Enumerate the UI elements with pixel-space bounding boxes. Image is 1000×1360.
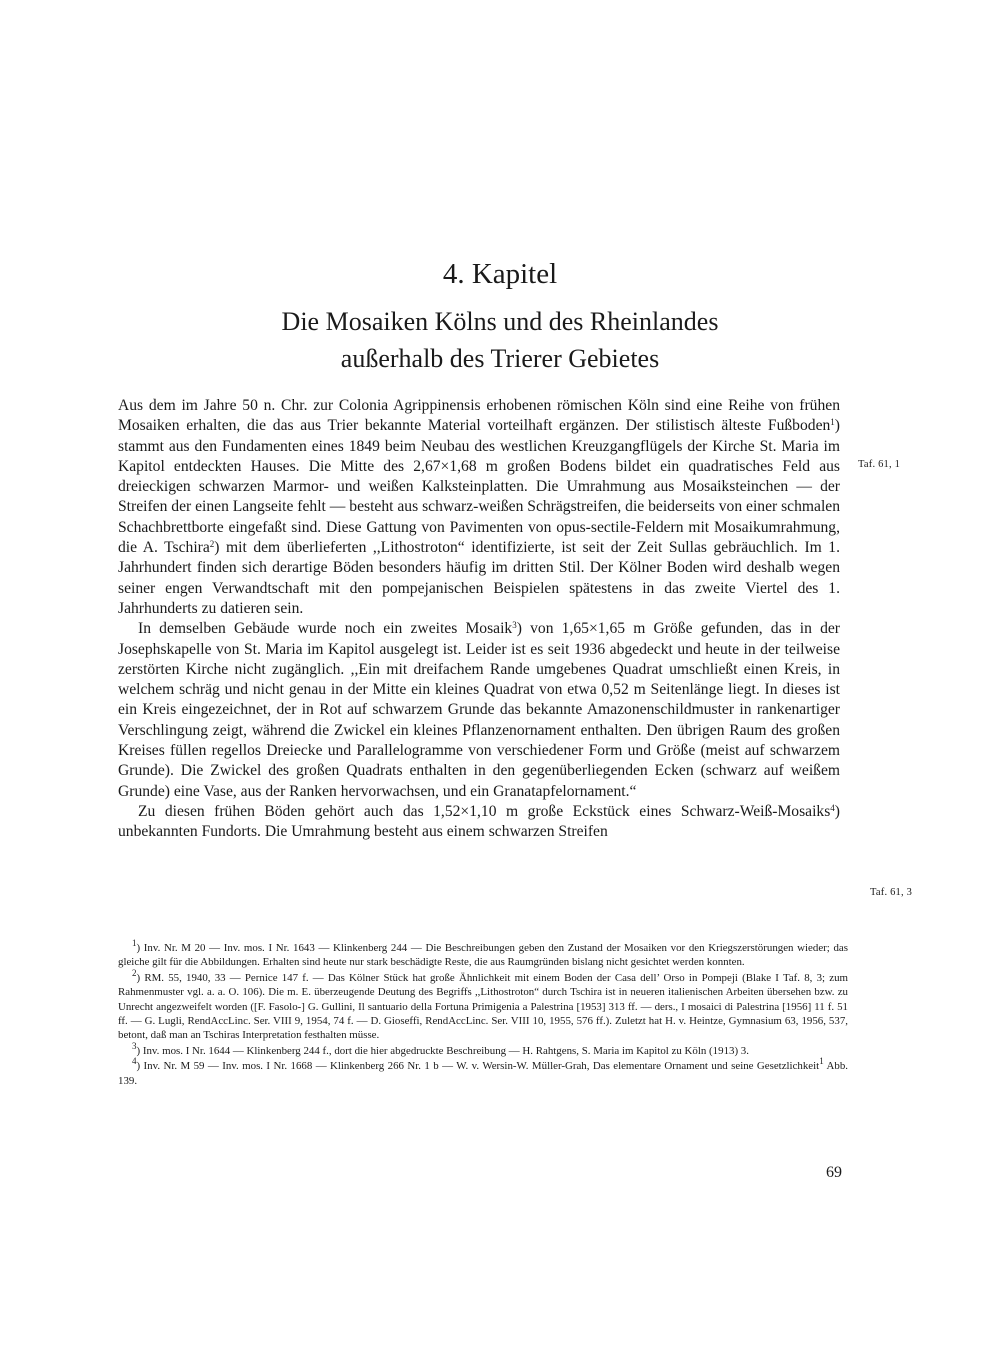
footnote-2 [118, 967, 848, 1043]
margin-plate-ref-1: Taf. 61, 1 [858, 459, 901, 470]
footnote-2-text: ) RM. 55, 1940, 33 — Pernice 147 f. — Das Kölner Stück hat große Ähnlichkeit mit einem Boden der Casa dell’ Orso in Pompeji (Blake I Taf. 8, 3; zum Rahmenmuster vgl. a. a. O. 106). Die m. E. überzeugende Deutung des Begriffs ,,Lithostroton“ durch Tschira ist in neueren italienischen Arbeiten übersehen bzw. zu Unrecht angezweifelt worden ([F. Fasolo-] G. Gullini, Il santuario della Fortuna Primigenia a Palestrina [1953] 313 ff. — ders., I mosaici di Palestrina [1956] 11 f. 51 ff. — G. Lugli, RendAccLinc. Ser. VIII 9, 1954, 74 f. — D. Gioseffi, RendAccLinc. Ser. VIII 10, 1955, 576 ff.). Zuletzt hat H. v. Heintze, Gymnasium 63, 1956, 537, betont, daß man an Tschiras Interpretation festhalten müsse. [118, 971, 848, 1042]
paragraph-3-text-b: ) unbekannten Fundorts. Die Umrahmung besteht aus einem schwarzen Streifen [118, 802, 840, 841]
chapter-number: 4. Kapitel [442, 258, 558, 290]
footnote-1 [118, 938, 848, 970]
footnote-3-text: ) Inv. mos. I Nr. 1644 — Klinkenberg 244 f., dort die hier abgedruckte Beschreibung — H. Rahtgens, S. Maria im Kapitol zu Köln (1913) 3. [136, 1044, 749, 1057]
page-number: 69 [826, 1164, 842, 1181]
paragraph-1 [118, 396, 840, 619]
footnote-4-mark: 4 [132, 1056, 137, 1067]
footnote-4-superscript: 1 [819, 1056, 824, 1067]
paragraph-2 [118, 619, 840, 802]
footnote-ref-4: 4 [830, 803, 835, 813]
chapter-title-line-1: Die Mosaiken Kölns und des Rheinlandes [281, 307, 719, 336]
paragraph-3 [118, 802, 840, 843]
footnote-4-text-a: ) Inv. Nr. M 59 — Inv. mos. I Nr. 1668 — Klinkenberg 266 Nr. 1 b — W. v. Wersin-W. Müller-Grah, Das elementare Ornament und seine Gesetzlichkeit [136, 1060, 820, 1073]
footnote-ref-3: 3 [512, 620, 517, 631]
body-text [118, 396, 840, 843]
footnote-1-mark: 1 [132, 938, 137, 949]
chapter-title-line-2: außerhalb des Trierer Gebietes [340, 344, 660, 373]
paragraph-1-text-c: ) mit dem überlieferten ,,Lithostroton“ identifizierte, ist seit der Zeit Sullas gebräuchlich. Im 1. Jahrhundert finden sich derartige Böden besonders häufig im dritten Stil. Der Kölner Boden wird deshalb wegen seiner engen Verwandtschaft mit den pompejanischen Beispielen spätestens in das zweite Viertel des 1. Jahrhunderts zu datieren sein. [118, 539, 840, 617]
paragraph-1-text-b: ) stammt aus den Fundamenten eines 1849 beim Neubau des westlichen Kreuzgangflügels der Kirche St. Maria im Kapitol entdeckten Hauses. Die Mitte des 2,67×1,68 m großen Bodens bildet ein quadratisches Feld aus dreieckigen schwarzen Marmor- und weißen Kalksteinplatten. Die Umrahmung aus Mosaiksteinchen — der Streifen der einen Langseite fehlt — besteht aus schwarz-weißen Schrägstreifen, die beiderseits von einer schmalen Schachbrettborte eingefaßt sind. Diese Gattung von Pavimenten von opus-sectile-Feldern mit Mosaikumrahmung, die A. Tschira [118, 417, 840, 557]
footnote-3-mark: 3 [132, 1040, 137, 1051]
margin-plate-ref-2: Taf. 61, 3 [870, 887, 913, 898]
footnote-4-text-b: Abb. 139. [118, 1060, 848, 1087]
footnotes [118, 938, 848, 1089]
footnote-1-text: ) Inv. Nr. M 20 — Inv. mos. I Nr. 1643 — Klinkenberg 244 — Die Beschreibungen geben den Zustand der Mosaiken vor den Kriegszerstörungen wieder; das gleiche gilt für die Abbildungen. Erhalten sind heute nur stark beschädigte Reste, die aus Raumgründen bislang nicht gesichtet werden konnten. [118, 942, 848, 969]
footnote-ref-1: 1 [830, 417, 835, 428]
footnote-4 [118, 1056, 848, 1088]
footnote-ref-2: 2 [209, 539, 215, 550]
paragraph-1-text-a: Aus dem im Jahre 50 n. Chr. zur Colonia Agrippinensis erhobenen römischen Köln sind eine Reihe von frühen Mosaiken erhalten, die das aus Trier bekannte Material vorteilhaft ergänzen. Der stilistisch älteste Fußboden [118, 397, 840, 435]
footnote-2-mark: 2 [132, 967, 137, 978]
paragraph-3-text-a: Zu diesen frühen Böden gehört auch das 1,52×1,10 m große Eckstück eines Schwarz-Weiß-Mosaiks [138, 802, 831, 820]
paragraph-2-text-a: In demselben Gebäude wurde noch ein zweites Mosaik [138, 620, 513, 638]
paragraph-2-text-b: ) von 1,65×1,65 m Größe gefunden, das in der Josephskapelle von St. Maria im Kapitol ausgelegt ist. Leider ist es seit 1936 abgedeckt und heute in der teilweise zerstörten Kirche nicht zugänglich. ,,Ein mit dreifachem Rande umgebenes Quadrat umschließt einen Kreis, in welchem schräg und nicht genau in der Mitte ein kleines Quadrat von etwa 0,52 m Seitenlänge liegt. In dieses ist ein Kreis eingezeichnet, der in Rot auf schwarzem Grunde das bekannte Amazonenschildmuster in rankenartiger Verschlingung zeigt, während die Zwickel ein kleines Pflanzenornament enthalten. Den übrigen Raum des großen Kreises füllen regellos Dreiecke und Parallelogramme von verschiedener Form und Größe (meist auf schwarzem Grunde). Die Zwickel des großen Quadrats enthalten in den gegenüberliegenden Ecken (schwarz auf weißem Grunde) eine Vase, aus der Ranken hervorwachsen, und ein Granatapfelornament.“ [118, 620, 840, 800]
footnote-3 [118, 1040, 848, 1058]
